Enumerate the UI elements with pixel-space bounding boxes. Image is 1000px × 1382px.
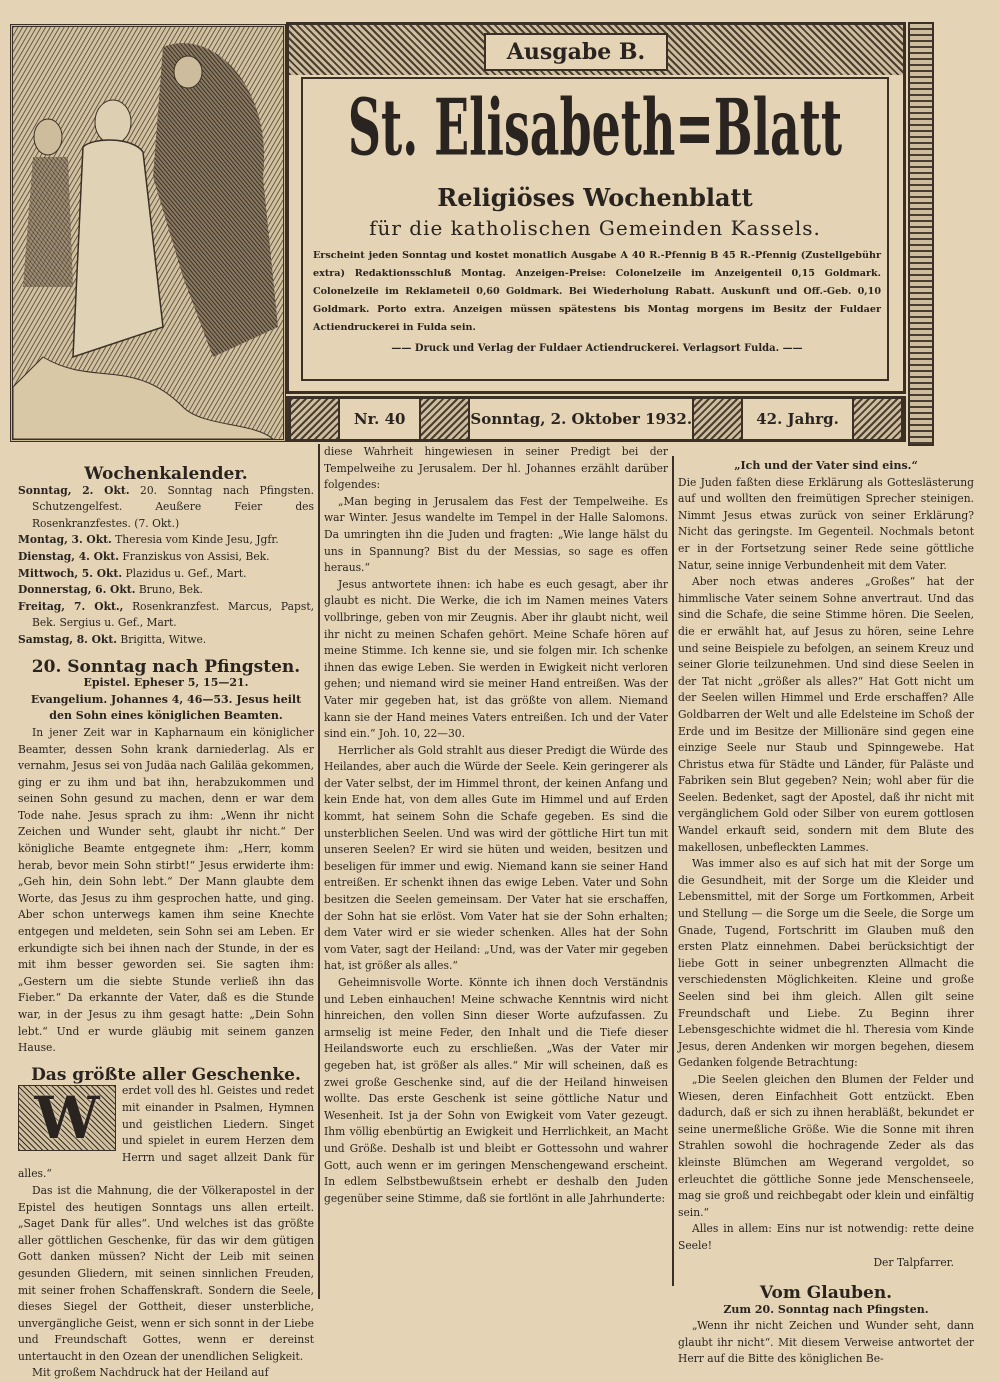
article-heading: Das größte aller Geschenke.	[31, 1064, 301, 1085]
newspaper-subtitle: Religiöses Wochenblatt	[437, 183, 753, 212]
column-1	[18, 466, 314, 1382]
calendar-entry: Bruno, Bek.	[138, 583, 203, 597]
article-paragraph: Die Juden faßten diese Erklärung als Gotteslästerung auf und wollten den freimütigen Sprecher steinigen. Nimmt Jesus etwas zurück von seiner Erklärung? Nicht das geringste. Im Gegenteil. Nochmals betont er in der Fortsetzung seiner Rede seine göttliche Natur, seine innige Verbundenheit mit dem Vater.	[678, 475, 974, 572]
masthead-panel	[301, 77, 889, 381]
article-paragraph: Das ist die Mahnung, die der Völkerapostel in der Epistel des heutigen Sonntags uns allen erteilt. „Saget Dank für alles“. Und welches ist das größte aller göttlichen Geschenke, für das wir dem gütigen Gott danken müssen? Nicht der Leib mit seinen gesunden Gliedern, mit seinen sinnlichen Freuden, mit seiner frohen Schaffenskraft. Sondern die Seele, dieses Siegel der Gottheit, dieser unsterbliche, unvergängliche Geist, wenn er sich sonnt in der Liebe und Freundschaft Gottes, wenn er dereinst untertaucht in den Ozean der unendlichen Seligkeit.	[18, 1183, 314, 1363]
calendar-entry: Theresia vom Kinde Jesu, Jgfr.	[115, 533, 279, 547]
column-divider	[318, 444, 320, 1299]
calendar-entry: Plazidus u. Gef., Mart.	[125, 566, 247, 580]
epistle-reference: Epistel. Epheser 5, 15—21.	[83, 676, 249, 690]
calendar-day: Dienstag, 4. Okt.	[18, 549, 119, 563]
calendar-day: Samstag, 8. Okt.	[18, 632, 117, 646]
newspaper-subtitle-audience: für die katholischen Gemeinden Kassels.	[369, 216, 821, 240]
glauben-subheading: Zum 20. Sonntag nach Pfingsten.	[723, 1302, 929, 1316]
article-paragraph: Jesus antwortete ihnen: ich habe es euch gesagt, aber ihr glaubt es nicht. Die Werke, die ich im Namen meines Vaters vollbringe, geben von mir Zeugnis. Aber ihr glaubt nicht, weil ihr nicht zu meinen Schafen gehört. Meine Schafe hören auf meine Stimme. Ich kenne sie, und sie folgen mir. Ich schenke ihnen das ewige Leben. Sie werden in Ewigkeit nicht verloren gehen; und niemand wird sie meiner Hand entreißen. Was der Vater mir gegeben hat, ist das größte von allem. Niemand kann sie der Hand meines Vaters entreißen. Ich und der Vater sind ein.“ Joh. 10, 22—30.	[324, 577, 668, 741]
gospel-text: In jener Zeit war in Kapharnaum ein königlicher Beamter, dessen Sohn krank darniederlag. Als er vernahm, Jesus sei von Judäa nach Galiläa gekommen, ging er zu ihm und bat ihn, herabzukommen und seinen Sohn gesund zu machen, denn er war dem Tode nahe. Jesus sprach zu ihm: „Wenn ihr nicht Zeichen und Wunder seht, glaubt ihr nicht.“ Der königliche Beamte entgegnete ihm: „Herr, komm herab, bevor mein Sohn stirbt!“ Jesus erwiderte ihm: „Geh hin, dein Sohn lebt.“ Der Mann glaubte dem Worte, das Jesus zu ihm gesprochen hatte, und ging. Aber schon unterwegs kamen ihm seine Knechte entgegen und meldeten, sein Sohn sei am Leben. Er erkundigte sich bei ihnen nach der Stunde, in der es mit ihm besser geworden sei. Sie sagten ihm: „Gestern um die siebte Stunde verließ ihn das Fieber.“ Da erkannte der Vater, daß es die Stunde war, in der Jesus zu ihm gesagt hatte: „Dein Sohn lebt.“ Und er wurde gläubig mit seinem ganzen Hause.	[18, 725, 314, 1055]
column-2	[324, 444, 668, 1207]
calendar-day: Freitag, 7. Okt.,	[18, 599, 124, 613]
calendar-row	[18, 582, 314, 599]
gospel-reference: Evangelium. Johannes 4, 46—53. Jesus heilt den Sohn eines königlichen Beamten.	[30, 692, 302, 723]
glauben-heading: Vom Glauben.	[759, 1283, 893, 1304]
article-paragraph: Aber noch etwas anderes „Großes“ hat der himmlische Vater seinem Sohne anvertraut. Und das sind die Schafe, die seine Stimme hören. Die Seelen, die er erwählt hat, auf Jesus zu hören, seine Lehre und seine Beispiele zu befolgen, an seinem Kreuz und seiner Glorie teilzunehmen. Und sind diese Seelen in der Tat nicht „größer als alles?“ Hat Gott nicht um der Seelen willen Himmel und Erde erschaffen? Alle Goldbarren der Welt und alle Edelsteine im Schoß der Erde und im Besitze der Millionäre sind gegen eine einzige Seele nur Staub und Spinngewebe. Hat Christus etwa für Städte und Länder, für Paläste und Fabriken sein Blut gegeben? Nein; wohl aber für die Seelen. Bedenket, sagt der Apostel, daß ihr nicht mit vergänglichem Gold oder Silber von eurem gottlosen Wandel erkauft seid, sondern mit dem Blute des makellosen, unbefleckten Lammes.	[678, 575, 974, 854]
saint-elisabeth-woodcut-image	[13, 27, 283, 439]
woodcut-illustration	[10, 24, 286, 442]
edition-label: Ausgabe B.	[484, 33, 668, 71]
week-calendar	[18, 483, 314, 649]
calendar-entry: Rosenkranzfest. Marcus, Papst, Bek. Sergius u. Gef., Mart.	[32, 599, 315, 630]
issue-date: Sonntag, 2. Oktober 1932.	[470, 410, 693, 428]
calendar-day: Sonntag, 2. Okt.	[18, 483, 130, 497]
calendar-row	[18, 483, 314, 533]
article-paragraph: Herrlicher als Gold strahlt aus dieser Predigt die Würde des Heilandes, aber auch die Würde der Seele. Kein geringerer als der Vater selbst, der im Himmel thront, der keinen Anfang und kein Ende hat, von dem alles Gute im Himmel und auf Erden kommt, hat seinem Sohn die Schafe gegeben. Es sind die unsterblichen Seelen. Und was wird der göttliche Hirt tun mit unseren Seelen? Er wird sie hüten und weiden, besitzen und beseligen für immer und ewig. Niemand kann sie seiner Hand entreißen. Er schenkt ihnen das ewige Leben. Vater und Sohn besitzen die Seelen gemeinsam. Der Vater hat sie erschaffen, der Sohn hat sie erlöst. Vom Vater hat sie der Sohn erhalten; dem Vater wird er sie wieder schenken. Alles hat der Sohn vom Vater, sagt der Heiland: „Und, was der Vater mir gegeben hat, ist größer als alles.“	[324, 743, 668, 973]
calendar-heading: Wochenkalender.	[84, 464, 248, 484]
masthead	[286, 22, 906, 394]
ornamental-border-right	[908, 22, 934, 446]
article-paragraph: Geheimnisvolle Worte. Könnte ich ihnen doch Verständnis und Leben einhauchen! Meine schwache Kenntnis wird nicht hinreichen, den vollen Sinn dieser Worte aufzufassen. Zu armselig ist meine Feder, den Inhalt und die Tiefe dieser Heilandsworte euch zu erschließen. „Was der Vater mir gegeben hat, ist größer als alles.“ Mir will scheinen, daß es zwei große Geschenke sind, auf die der Heiland hinweisen wollte. Das erste Geschenk ist seine göttliche Natur und Wesenheit. Ist ja der Sohn von Ewigkeit vom Vater gezeugt. Ihm völlig ebenbürtig an Ewigkeit und Herrlichkeit, an Macht und Größe. Deshalb ist und bleibt er Gottessohn und wahrer Gott, auch wenn er im geringen Menschengewand erscheint. In edlem Selbstbewußtsein erhebt er deshalb den Juden gegenüber seine Stimme, daß sie fortlönt in alle Jahrhunderte:	[324, 976, 668, 1205]
calendar-row	[18, 599, 314, 632]
ornament-icon	[289, 399, 340, 439]
masthead-notices	[313, 247, 881, 377]
calendar-day: Donnerstag, 6. Okt.	[18, 583, 136, 597]
glauben-text: „Wenn ihr nicht Zeichen und Wunder seht, dann glaubt ihr nicht“. Mit diesem Verweise antwortet der Herr auf die Bitte des königlichen Be-	[678, 1319, 974, 1366]
column-divider	[672, 456, 674, 1286]
article-paragraph: „Die Seelen gleichen den Blumen der Felder und Wiesen, deren Einfachheit Gott entzückt. Eben dadurch, daß er sich zu ihnen herabläßt, bekundet er seine unermeßliche Größe. Wie die Sonne mit ihren Strahlen sowohl die hochragende Zeder als das kleinste Blümchen am Wegerand vergoldet, so erleuchtet die göttliche Sonne jede Menschenseele, mag sie groß und reichbegabt oder klein und einfältig sein.“	[678, 1072, 974, 1219]
calendar-entry: Franziskus von Assisi, Bek.	[122, 549, 270, 563]
dateline	[286, 396, 906, 442]
ornament-icon	[419, 399, 470, 439]
imprint: —— Druck und Verlag der Fuldaer Actiendruckerei. Verlagsort Fulda. ——	[391, 343, 803, 354]
calendar-row	[18, 549, 314, 566]
article-paragraph: Mit großem Nachdruck hat der Heiland auf	[32, 1366, 269, 1380]
calendar-entry: 20. Sonntag nach Pfingsten. Schutzengelfest. Aeußere Feier des Rosenkranzfestes. (7. Okt.)	[32, 483, 314, 530]
section-subheading: „Ich und der Vater sind eins.“	[734, 459, 918, 472]
article-paragraph: Alles in allem: Eins nur ist notwendig: rette deine Seele!	[678, 1222, 974, 1252]
calendar-day: Montag, 3. Okt.	[18, 533, 112, 547]
article-paragraph: erdet voll des hl. Geistes und redet mit einander in Psalmen, Hymnen und geistlichen Liedern. Singet und spielet in eurem Herzen dem Herrn und saget allzeit Dank für alles.“	[18, 1084, 314, 1181]
calendar-row	[18, 566, 314, 583]
ornament-icon	[852, 399, 903, 439]
calendar-row	[18, 632, 314, 649]
newspaper-title: St. Elisabeth=Blatt	[347, 81, 843, 173]
issue-number: Nr. 40	[353, 410, 406, 428]
calendar-day: Mittwoch, 5. Okt.	[18, 566, 123, 580]
volume: 42. Jahrg.	[756, 410, 839, 428]
article-paragraph: diese Wahrheit hingewiesen in seiner Predigt bei der Tempelweihe zu Jerusalem. Der hl. Johannes erzählt darüber folgendes:	[324, 445, 668, 492]
article-paragraph: Was immer also es auf sich hat mit der Sorge um die Gesundheit, mit der Sorge um die Kleider und Lebensmittel, mit der Sorge um Fortkommen, Arbeit und Stellung — die Sorge um die Seele, die Sorge um Gnade, Tugend, Fortschritt im Glauben muß den ersten Platz einnehmen. Dabei berücksichtigt der liebe Gott in seiner unbegrenzten Allmacht die verschiedensten Möglichkeiten. Kleine und große Seelen sind bei ihm gleich. Allen gilt seine Freundschaft und Liebe. Zu Beginn ihrer Lebensgeschichte widmet die hl. Theresia vom Kinde Jesus, deren Andenken wir morgen begehen, diesem Gedanken folgende Betrachtung:	[678, 857, 974, 1070]
article-signature: Der Talpfarrer.	[873, 1255, 954, 1269]
article-paragraph: „Man beging in Jerusalem das Fest der Tempelweihe. Es war Winter. Jesus wandelte im Tempel in der Halle Salomons. Da umringten ihn die Juden und fragten: „Wie lange hälst du uns in Spannung? Bist du der Messias, so sage es offen heraus.“	[324, 494, 668, 575]
column-3	[678, 458, 974, 1368]
calendar-row	[18, 532, 314, 549]
calendar-entry: Brigitta, Witwe.	[120, 632, 207, 646]
dropcap-initial: W	[18, 1085, 116, 1151]
subscription-info: Erscheint jeden Sonntag und kostet monatlich Ausgabe A 40 R.-Pfennig B 45 R.-Pfennig (Zustellgebühr extra) Redaktionsschluß Montag. Anzeigen-Preise: Colonelzeile im Anzeigenteil 0,15 Goldmark. Colonelzeile im Reklameteil 0,60 Goldmark. Bei Wiederholung Rabatt. Auskunft und Off.-Geb. 0,10 Goldmark. Porto extra. Anzeigen müssen spätestens bis Montag morgens im Besitz der Fuldaer Actiendruckerei in Fulda sein.	[313, 250, 881, 333]
sunday-heading: 20. Sonntag nach Pfingsten.	[31, 656, 301, 677]
ornament-icon	[692, 399, 743, 439]
